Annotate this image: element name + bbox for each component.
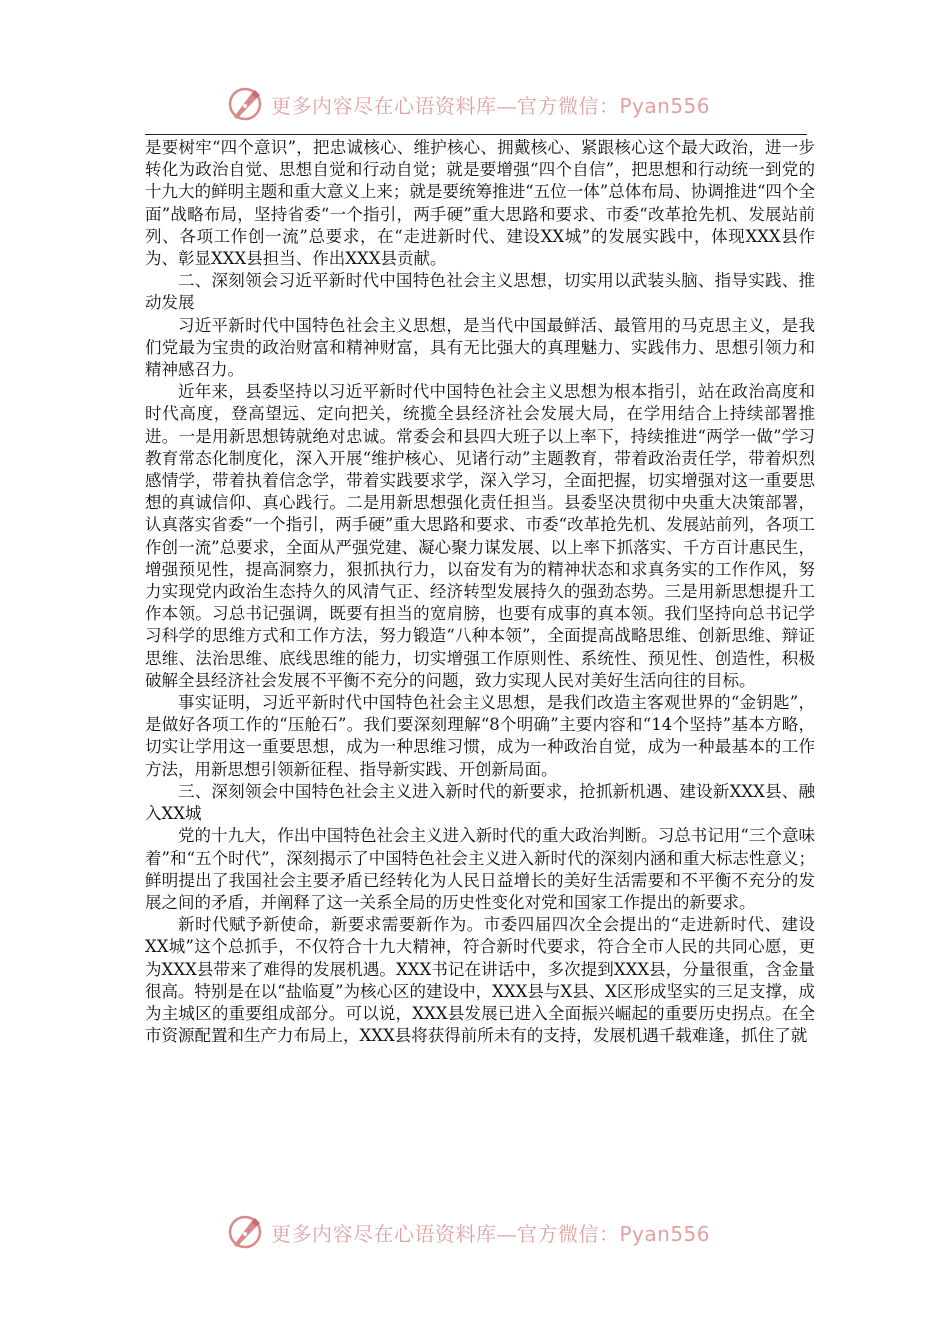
wechat-id: Pyan556: [619, 93, 711, 118]
body-text: [145, 137, 815, 1047]
body-paragraph: 党的十九大，作出中国特色社会主义进入新时代的重大政治判断。习总书记用“三个意味着”和“五个时代”，深刻揭示了中国特色社会主义进入新时代的深刻内涵和重大标志性意义；鲜明提出了我国社会主要矛盾已经转化为人民日益增长的美好生活需要和不平衡不充分的发展之间的矛盾，并阐释了这一关系全局的历史性变化对党和国家工作提出的新要求。: [145, 826, 815, 912]
watermark-text: [271, 90, 710, 119]
watermark-label: 更多内容尽在心语资料库—官方微信：: [271, 1221, 620, 1246]
watermark-text: [271, 1218, 710, 1247]
footer-watermark-banner: [225, 1212, 710, 1252]
body-paragraph: 习近平新时代中国特色社会主义思想，是当代中国最鲜活、最管用的马克思主义，是我们党最为宝贵的政治财富和精神财富，具有无比强大的真理魅力、实践伟力、思想引领力和精神感召力。: [145, 315, 815, 380]
header-divider: [145, 134, 807, 135]
body-paragraph: 新时代赋予新使命，新要求需要新作为。市委四届四次全会提出的“走进新时代、建设XX城”这个总抓手，不仅符合十九大精神，符合新时代要求，符合全市人民的共同心愿，更为XXX县带来了难得的发展机遇。XXX书记在讲话中，多次提到XXX县，分量很重，含金量很高。特别是在以“盐临夏”为核心区的建设中，XXX县与X县、X区形成坚实的三足支撑，成为主城区的重要组成部分。可以说，XXX县发展已进入全面振兴崛起的重要历史拐点。在全市资源配置和生产力布局上，XXX县将获得前所未有的支持，发展机遇千载难逢，抓住了就: [145, 915, 815, 1046]
pen-nib-logo-icon: [225, 84, 265, 124]
body-paragraph: 二、深刻领会习近平新时代中国特色社会主义思想，切实用以武装头脑、指导实践、推动发展: [145, 271, 815, 313]
watermark-label: 更多内容尽在心语资料库—官方微信：: [271, 93, 620, 118]
body-paragraph: 近年来，县委坚持以习近平新时代中国特色社会主义思想为根本指引，站在政治高度和时代高度，登高望远、定向把关，统揽全县经济社会发展大局，在学用结合上持续部署推进。一是用新思想铸就绝对忠诚。常委会和县四大班子以上率下，持续推进“两学一做”学习教育常态化制度化，深入开展“维护核心、见诸行动”主题教育，带着政治责任学，带着炽烈感情学，带着执着信念学，带着实践要求学，深入学习，全面把握，切实增强对这一重要思想的真诚信仰、真心践行。二是用新思想强化责任担当。县委坚决贯彻中央重大决策部署，认真落实省委“一个指引，两手硬”重大思路和要求、市委“改革抢先机、发展站前列，各项工作创一流”总要求，全面从严强党建、凝心聚力谋发展、以上率下抓落实、千方百计惠民生，增强预见性，提高洞察力，狠抓执行力，以奋发有为的精神状态和求真务实的工作作风，努力实现党内政治生态持久的风清气正、经济转型发展持久的强劲态势。三是用新思想提升工作本领。习总书记强调，既要有担当的宽肩膀，也要有成事的真本领。我们坚持向总书记学习科学的思维方式和工作方法，努力锻造“八种本领”，全面提高战略思维、创新思维、辩证思维、法治思维、底线思维的能力，切实增强工作原则性、系统性、预见性、创造性，积极破解全县经济社会发展不平衡不充分的问题，致力实现人民对美好生活向往的目标。: [145, 382, 815, 690]
body-paragraph-continued: 是要树牢“四个意识”，把忠诚核心、维护核心、拥戴核心、紧跟核心这个最大政治，进一步转化为政治自觉、思想自觉和行动自觉；就是要增强“四个自信”，把思想和行动统一到党的十九大的鲜明主题和重大意义上来；就是要统筹推进“五位一体”总体布局、协调推进“四个全面”战略布局，坚持省委“一个指引，两手硬”重大思路和要求、市委“改革抢先机、发展站前列、各项工作创一流”总要求，在“走进新时代、建设XX城”的发展实践中，体现XXX县作为、彰显XXX县担当、作出XXX县贡献。: [145, 138, 815, 269]
body-paragraph: 事实证明，习近平新时代中国特色社会主义思想，是我们改造主客观世界的“金钥匙”，是做好各项工作的“压舱石”。我们要深刻理解“8个明确”主要内容和“14个坚持”基本方略，切实让学用这一重要思想，成为一种思维习惯，成为一种政治自觉，成为一种最基本的工作方法，用新思想引领新征程、指导新实践、开创新局面。: [145, 693, 815, 779]
header-watermark-banner: [225, 84, 710, 124]
body-paragraph: 三、深刻领会中国特色社会主义进入新时代的新要求，抢抓新机遇、建设新XXX县、融入XX城: [145, 781, 815, 824]
wechat-id: Pyan556: [619, 1221, 711, 1246]
pen-nib-logo-icon: [225, 1212, 265, 1252]
